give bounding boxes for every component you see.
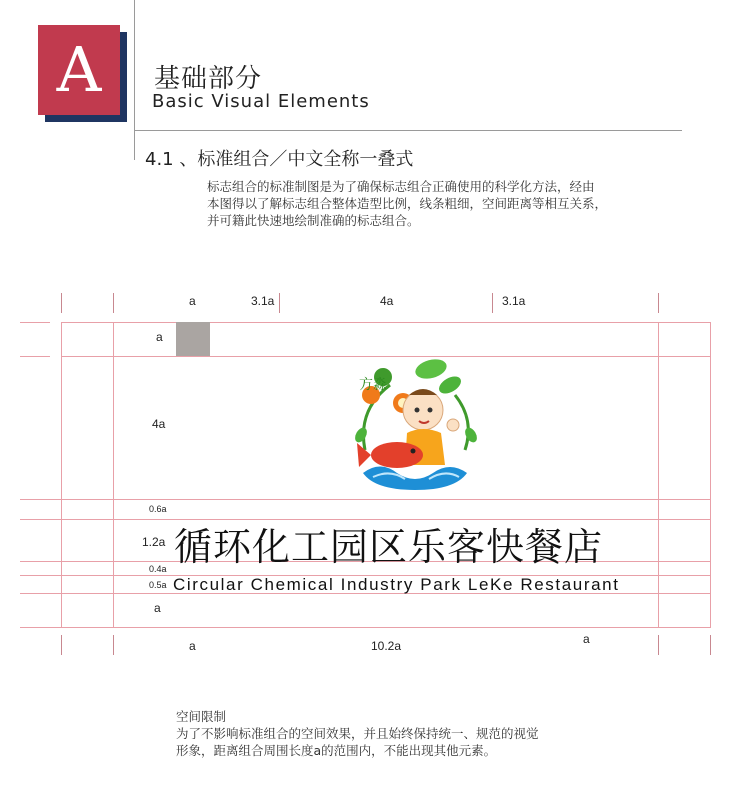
dim-label-left: 0.5a — [149, 580, 167, 590]
header-vertical-rule — [134, 0, 135, 160]
section-title: 4.1 、标准组合／中文全称一叠式 — [145, 149, 414, 170]
space-limit-line: 形象，距离组合周围长度a的范围内，不能出现其他元素。 — [176, 743, 497, 758]
dim-label-top: 4a — [380, 294, 394, 308]
dim-tick — [492, 293, 493, 313]
restaurant-logo-icon — [345, 355, 485, 495]
dim-label-bottom: a — [583, 632, 590, 646]
dim-tick — [658, 635, 659, 655]
guide-line — [61, 322, 62, 628]
dim-tick — [658, 293, 659, 313]
unit-a-box — [176, 322, 210, 356]
section-desc-line: 本图得以了解标志组合整体造型比例，线条粗细，空间距离等相互关系， — [207, 196, 608, 211]
dim-tick — [113, 635, 114, 655]
header-horizontal-rule — [134, 130, 682, 131]
page-title-cn: 基础部分 — [154, 64, 263, 94]
guide-line — [20, 356, 50, 357]
dim-label-top: 3.1a — [251, 294, 275, 308]
dim-label-left: 1.2a — [142, 535, 166, 549]
guide-line — [658, 322, 659, 628]
dim-tick — [710, 635, 711, 655]
guide-line — [20, 499, 711, 500]
dim-label-bottom: 10.2a — [371, 639, 402, 653]
dim-label-left: a — [154, 601, 161, 615]
dim-tick — [61, 293, 62, 313]
dim-label-top: a — [189, 294, 196, 308]
section-desc-line: 并可籍此快速地绘制准确的标志组合。 — [207, 213, 420, 228]
guide-line — [20, 627, 711, 628]
dim-label-left: 4a — [152, 417, 166, 431]
page-title-en: Basic Visual Elements — [152, 91, 370, 112]
guide-line — [20, 322, 50, 323]
logo-text-cn: 循环化工园区乐客快餐店 — [174, 525, 604, 569]
dim-tick — [61, 635, 62, 655]
dim-label-left: 0.6a — [149, 504, 167, 514]
dim-tick — [113, 293, 114, 313]
logo-text-en: Circular Chemical Industry Park LeKe Restaurant — [173, 575, 620, 594]
section-badge: A — [38, 25, 120, 115]
guide-line — [710, 322, 711, 628]
space-limit-line: 为了不影响标准组合的空间效果，并且始终保持统一、规范的视觉 — [176, 726, 539, 741]
dim-label-left: 0.4a — [149, 564, 167, 574]
brand-chars: 方淼 — [359, 377, 387, 393]
dim-label-top: 3.1a — [502, 294, 526, 308]
dim-label-bottom: a — [189, 639, 196, 653]
guide-line — [113, 322, 114, 628]
dim-label-left: a — [156, 330, 163, 344]
space-limit-title: 空间限制 — [176, 709, 227, 724]
section-desc-line: 标志组合的标准制图是为了确保标志组合正确使用的科学化方法，经由 — [207, 179, 595, 194]
guide-line — [61, 322, 711, 323]
dim-tick — [279, 293, 280, 313]
